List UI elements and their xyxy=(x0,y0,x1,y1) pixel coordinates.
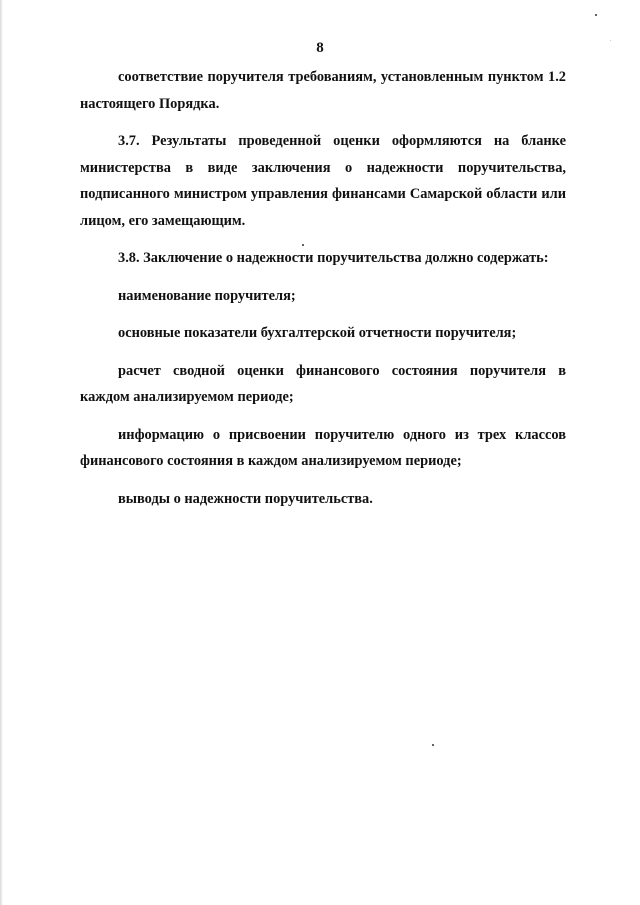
paragraph-3-7: 3.7. Результаты проведенной оценки оформляются на бланке министерства в виде заключения о надежности поручительства, подписанного министром управления финансами Самарской области или лицом, его замещающим. xyxy=(80,133,566,229)
list-item-class-assignment: информацию о присвоении поручителю одного из трех классов финансового состояния в каждом анализируемом периоде; xyxy=(80,426,566,469)
scan-speck xyxy=(302,244,304,246)
list-item-conclusions: выводы о надежности поручительства. xyxy=(118,490,373,507)
scan-speck xyxy=(595,14,597,16)
list-item-indicators: основные показатели бухгалтерской отчетности поручителя; xyxy=(118,325,517,341)
scan-speck xyxy=(432,744,434,746)
paragraph-requirements: соответствие поручителя требованиям, установленным пунктом 1.2 настоящего Порядка. xyxy=(80,69,566,112)
list-item-name: наименование поручителя; xyxy=(118,287,296,304)
scan-edge xyxy=(0,0,3,905)
document-body xyxy=(80,64,566,512)
paragraph-3-8: 3.8. Заключение о надежности поручительства должно содержать: xyxy=(118,250,549,266)
list-item-calculation: расчет сводной оценки финансового состояния поручителя в каждом анализируемом периоде; xyxy=(80,362,566,405)
page-number: 8 xyxy=(316,40,324,56)
scan-speck xyxy=(610,40,611,41)
